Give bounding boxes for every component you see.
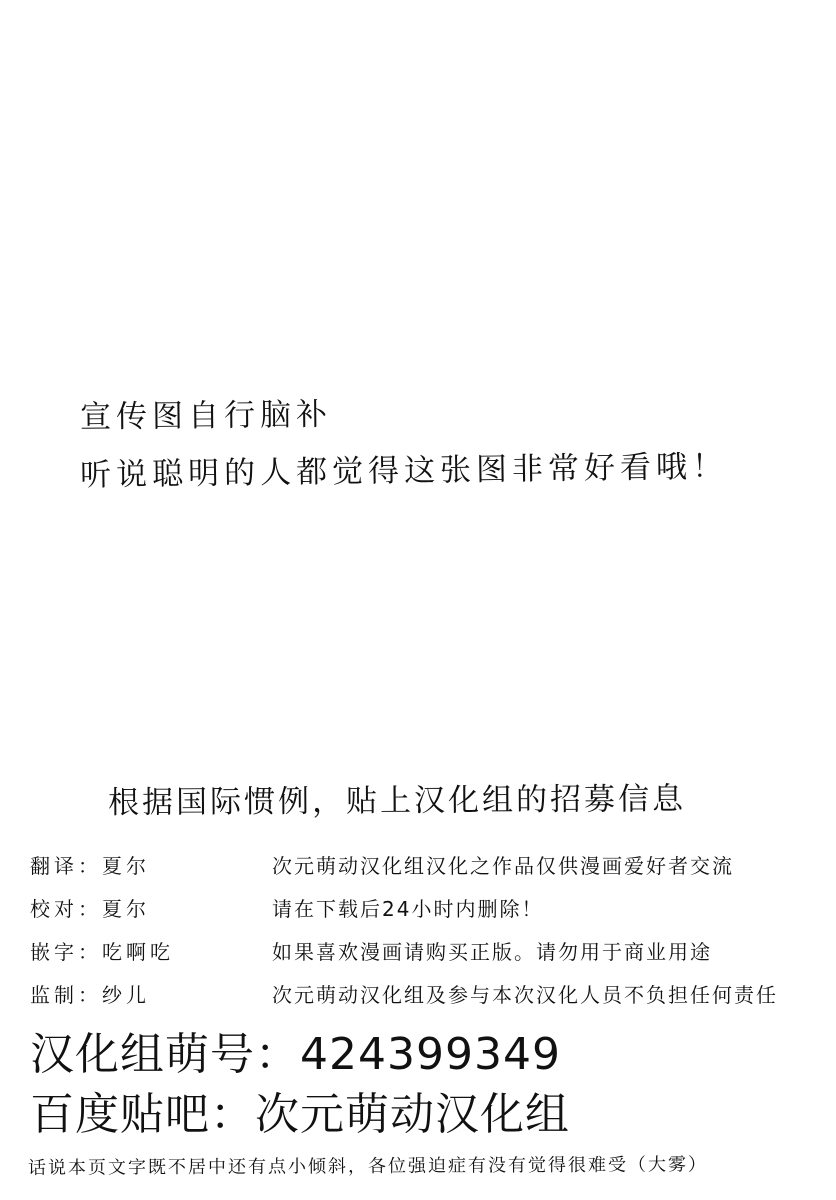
credit-translator: 翻译：夏尔	[30, 854, 150, 878]
notice-line: 次元萌动汉化组汉化之作品仅供漫画爱好者交流	[272, 854, 734, 878]
note-line-2: 听说聪明的人都觉得这张图非常好看哦！	[79, 448, 729, 494]
credit-typesetter: 嵌字：吃啊吃	[30, 940, 174, 964]
notice-line: 次元萌动汉化组及参与本次汉化人员不负担任何责任	[272, 983, 778, 1007]
group-qq-number: 汉化组萌号：424399349	[30, 1029, 561, 1080]
credits-list	[30, 850, 270, 1022]
credit-proofreader: 校对：夏尔	[30, 897, 150, 921]
notice-line: 如果喜欢漫画请购买正版。请勿用于商业用途	[272, 940, 712, 964]
footnote: 话说本页文字既不居中还有点小倾斜，各位强迫症有没有觉得很难受（大雾）	[27, 1154, 709, 1179]
notice-line: 请在下载后24小时内删除！	[272, 897, 544, 921]
recruit-title: 根据国际惯例，贴上汉化组的招募信息	[107, 780, 687, 822]
group-tieba: 百度贴吧：次元萌动汉化组	[30, 1089, 570, 1140]
notice-list	[272, 850, 832, 1022]
note-line-1: 宣传图自行脑补	[79, 396, 333, 436]
credit-supervisor: 监制：纱儿	[30, 983, 150, 1007]
